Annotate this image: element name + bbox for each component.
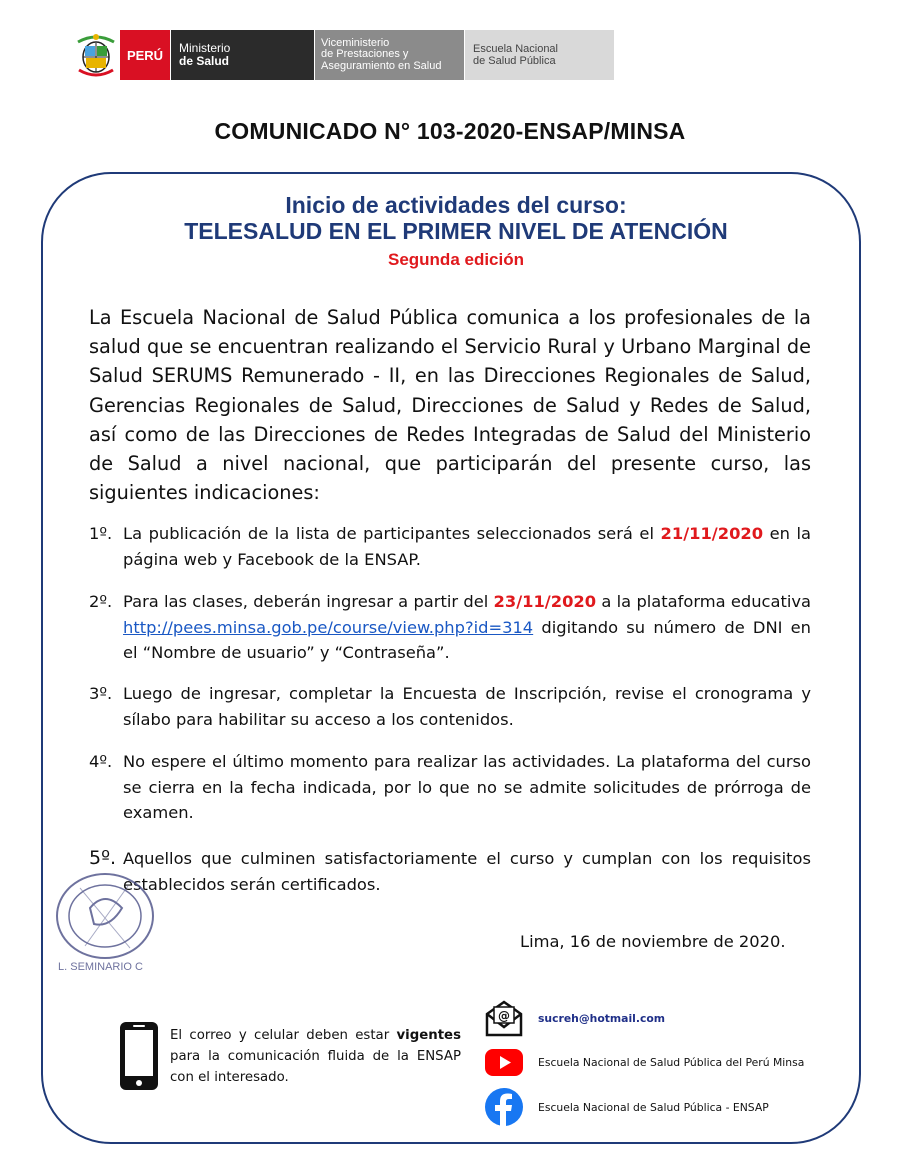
youtube-channel[interactable]: Escuela Nacional de Salud Pública del Perú Minsa (538, 1055, 805, 1069)
stamp-seal-icon (50, 868, 160, 978)
phone-note (170, 1025, 461, 1088)
item-number: 3º. (89, 684, 113, 703)
item-text: Luego de ingresar, completar la Encuesta de Inscripción, revise el cronograma y sílabo para habilitar su acceso a los contenidos. (123, 684, 811, 729)
item-text-part: en la página web y Facebook de la ENSAP. (123, 524, 812, 569)
item-number: 5º. (89, 847, 117, 869)
course-link[interactable]: http://pees.minsa.gob.pe/course/view.php?id=314 (123, 617, 534, 637)
item-text-part: a la plataforma educativa (596, 592, 811, 611)
item-text: Aquellos que culminen satisfactoriamente el curso y cumplan con los requisitos establecidos serán certificados. (123, 849, 811, 894)
contact-youtube (484, 1042, 804, 1082)
peru-shield-icon (74, 30, 118, 80)
ministerio-label (170, 30, 314, 80)
phone-note-part: El correo y celular deben estar (170, 1028, 397, 1043)
item-number: 4º. (89, 752, 113, 771)
item-text: No espere el último momento para realizar las actividades. La plataforma del curso se cierra en la fecha indicada, por lo que no se admite solicitudes de prórroga de examen. (123, 752, 811, 822)
phone-icon (118, 1020, 160, 1092)
contact-facebook (484, 1087, 769, 1127)
escuela-line1: Escuela Nacional (473, 43, 558, 55)
item-number: 2º. (89, 592, 113, 611)
contact-email (484, 998, 665, 1038)
facebook-icon (484, 1087, 524, 1127)
course-title-line2: TELESALUD EN EL PRIMER NIVEL DE ATENCIÓN (184, 218, 728, 244)
list-item (89, 846, 811, 897)
list-item (89, 681, 811, 732)
item-number: 1º. (89, 524, 113, 543)
comunicado-title: COMUNICADO N° 103-2020-ENSAP/MINSA (214, 118, 686, 144)
signature-date: Lima, 16 de noviembre de 2020. (520, 932, 786, 951)
item-text-part: La publicación de la lista de participantes seleccionados será el (123, 524, 661, 543)
escuela-label (465, 30, 614, 80)
viceministerio-label (315, 30, 464, 80)
peru-label: PERÚ (120, 30, 170, 80)
list-item (89, 589, 811, 666)
vice-line3: Aseguramiento en Salud (321, 59, 442, 72)
seal-text: L. SEMINARIO C (58, 961, 143, 973)
list-item (89, 521, 811, 572)
course-edition: Segunda edición (387, 250, 525, 269)
svg-text:@: @ (498, 1009, 510, 1023)
vice-line2: de Prestaciones y (321, 48, 409, 61)
phone-note-bold: vigentes (396, 1028, 461, 1043)
list-item (89, 749, 811, 826)
ministerio-line1: Ministerio (179, 41, 231, 55)
header-logos (74, 30, 614, 80)
email-address[interactable]: sucreh@hotmail.com (538, 1011, 666, 1025)
item-text (123, 521, 811, 572)
phone-note-part: para la comunicación fluida de la ENSAP con el interesado. (170, 1049, 461, 1085)
ministerio-line2: de Salud (179, 54, 230, 68)
item-text-part: digitando su número de DNI en el “Nombre de usuario” y “Contraseña”. (123, 617, 811, 662)
youtube-icon (484, 1042, 524, 1082)
item-text-part: Para las clases, deberán ingresar a partir del (123, 592, 494, 611)
escuela-line2: de Salud Pública (473, 55, 556, 67)
item-date: 23/11/2020 (493, 592, 597, 611)
item-text (123, 589, 811, 666)
course-title-line1: Inicio de actividades del curso: (285, 192, 627, 218)
facebook-page[interactable]: Escuela Nacional de Salud Pública - ENSAP (538, 1100, 769, 1114)
item-date: 21/11/2020 (660, 524, 764, 543)
email-icon (484, 998, 524, 1038)
intro-paragraph: La Escuela Nacional de Salud Pública comunica a los profesionales de la salud que se encuentran realizando el Servicio Rural y Urbano Marginal de Salud SERUMS Remunerado - II, en las Direcciones Regionales de Salud, Gerencias Regionales de Salud, Direcciones de Salud y Redes de Salud, así como de las Direcciones de Redes Integradas de Salud del Ministerio de Salud a nivel nacional, que participarán del presente curso, las siguientes indicaciones: (89, 306, 811, 505)
vice-line1: Viceministerio (321, 36, 390, 49)
